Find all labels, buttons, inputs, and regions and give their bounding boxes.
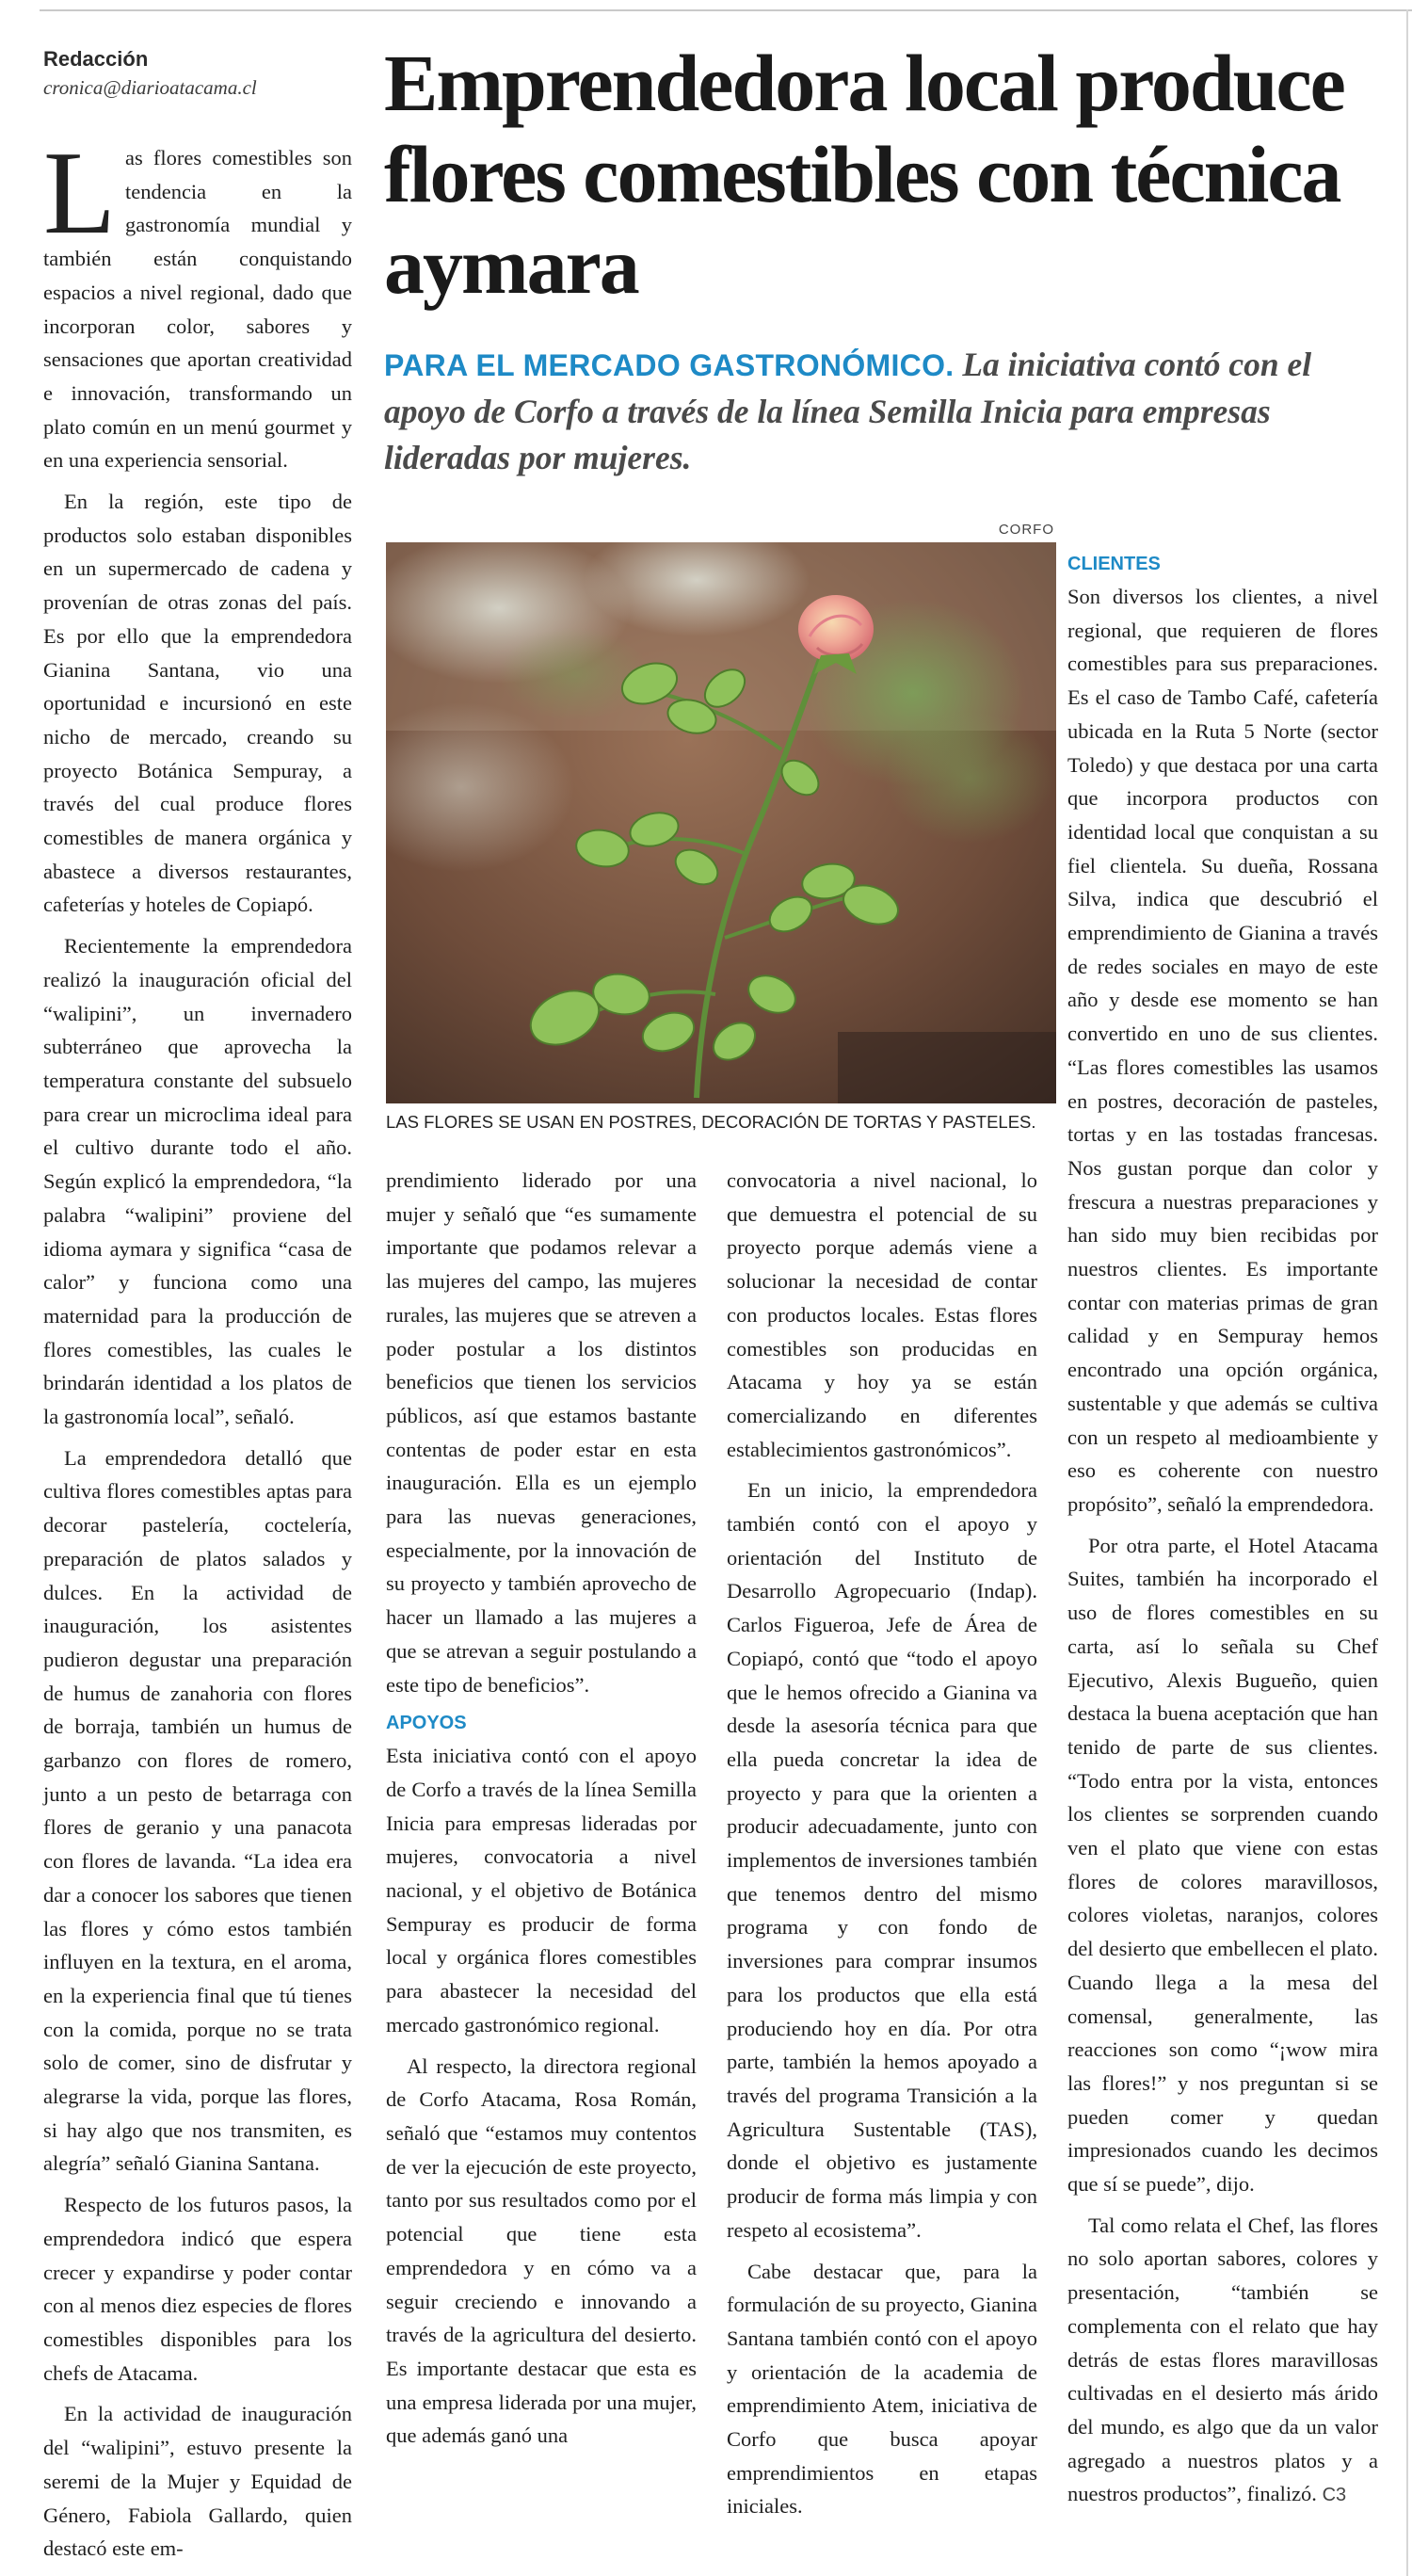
headline: Emprendedora local produce flores comestibles con técnica aymara	[384, 38, 1344, 311]
section-subhead-apoyos: APOYOS	[386, 1713, 467, 1734]
body-paragraph: Esta iniciativa contó con el apoyo de Corfo a través de la línea Semilla Inicia para empresas lideradas por mujeres, convocatoria a nivel nacional, y el objetivo de Botánica Sempuray es producir de forma local y orgánica flores comestibles para abastecer la necesidad del mercado gastronómico regional.	[386, 1744, 697, 2037]
body-paragraph: Respecto de los futuros pasos, la emprendedora indicó que espera crecer y expandirse y poder contar con al menos diez especies de flores comestibles disponibles para los chefs de Atacama.	[43, 2193, 352, 2385]
article-column-2	[386, 1164, 697, 2460]
article-photo	[386, 542, 1056, 1103]
page-edge-rule	[1406, 9, 1408, 2576]
end-mark-icon: C3	[1322, 2485, 1347, 2506]
body-paragraph: En un inicio, la emprendedora también contó con el apoyo y orientación del Instituto de Desarrollo Agropecuario (Indap). Carlos Figueroa, Jefe de Área de Copiapó, contó que “todo el apoyo que le hemos ofrecido a Gianina va desde la asesoría técnica para que ella pueda concretar la idea de proyecto y para que la orienten a producir adecuadamente, junto con implementos de inversiones también que tenemos dentro del mismo programa y con fondo de inversiones para comprar insumos para los productos que ella está produciendo hoy en día. Por otra parte, también la hemos apoyado a través del programa Transición a la Agricultura Sustentable (TAS), donde el objetivo es justamente producir de forma más limpia y con respeto al ecosistema”.	[727, 1478, 1037, 2242]
body-paragraph: Son diversos los clientes, a nivel regional, que requieren de flores comestibles para sus preparaciones. Es el caso de Tambo Café, cafetería ubicada en la Ruta 5 Norte (sector Toledo) y que destaca por una carta que incorpora productos con identidad local que conquistan a su fiel clientela. Su dueña, Rossana Silva, indica que descubrió el emprendimiento de Gianina a través de redes sociales en mayo de este año y desde ese momento se han convertido en uno de sus clientes. “Las flores comestibles las usamos en postres, decoración de pasteles, tortas y en las tostadas francesas. Nos gustan porque dan color y frescura a nuestras preparaciones y han sido muy bien recibidas por nuestros clientes. Es importante contar con materias primas de gran calidad y en Sempuray hemos encontrado una opción orgánica, sustentable y que además se cultiva con un respeto al medioambiente y eso es coherente con nuestro propósito”, señaló la emprendedora.	[1067, 585, 1378, 1516]
photo-credit: CORFO	[998, 522, 1054, 538]
section-subhead-clientes: CLIENTES	[1067, 554, 1161, 574]
body-paragraph: Recientemente la emprendedora realizó la inauguración oficial del “walipini”, un invernadero subterráneo que aprovecha la temperatura constante del subsuelo para crear un microclima ideal para el cultivo durante todo el año. Según explicó la emprendedora, “la palabra “walipini” proviene del idioma aymara y significa “casa de calor” y funciona como una maternidad para la producción de flores comestibles, las cuales le brindarán identidad a los platos de la gastronomía local”, señaló.	[43, 934, 352, 1429]
body-paragraph: Tal como relata el Chef, las flores no solo aportan sabores, colores y presentación, “también se complementa con el relato que hay detrás de estas flores maravillosas cultivadas en el desierto más árido del mundo, es algo que da un valor agregado a nuestros platos y a nuestros productos”, finalizó. C3	[1067, 2213, 1378, 2506]
photo-caption: LAS FLORES SE USAN EN POSTRES, DECORACIÓN DE TORTAS Y PASTELES.	[386, 1112, 1036, 1132]
edible-rose-plant-image	[386, 542, 1056, 1103]
body-paragraph: En la actividad de inauguración del “walipini”, estuvo presente la seremi de la Mujer y Equidad de Género, Fabiola Gallardo, quien destacó este em-	[43, 2402, 352, 2561]
deck	[384, 342, 1382, 481]
byline	[43, 45, 354, 102]
article-column-4	[1067, 546, 1378, 2520]
body-paragraph: Cabe destacar que, para la formulación de su proyecto, Gianina Santana también contó con el apoyo y orientación de la academia de emprendimiento Atem, iniciativa de Corfo que busca apoyar emprendimientos en etapas iniciales.	[727, 2259, 1037, 2519]
body-paragraph: convocatoria a nivel nacional, lo que demuestra el potencial de su proyecto porque además viene a solucionar la necesidad de contar con productos locales. Estas flores comestibles son producidas en Atacama y hoy ya se están comercializando en diferentes establecimientos gastronómicos”.	[727, 1168, 1037, 1461]
byline-email: cronica@diarioatacama.cl	[43, 76, 257, 99]
article-column-3	[727, 1164, 1037, 2531]
body-paragraph: En la región, este tipo de productos solo estaban disponibles en un supermercado de cadena y provenían de otras zonas del país. Es por ello que la emprendedora Gianina Santana, vio una oportunidad e incursionó en este nicho de mercado, creando su proyecto Botánica Sempuray, a través del cual produce flores comestibles de manera orgánica y abastece a diversos restaurantes, cafeterías y hoteles de Copiapó.	[43, 490, 352, 917]
deck-kicker: PARA EL MERCADO GASTRONÓMICO.	[384, 348, 955, 382]
byline-author: Redacción	[43, 47, 149, 71]
body-paragraph: La emprendedora detalló que cultiva flores comestibles aptas para decorar pastelería, coctelería, preparación de platos salados y dulces. En la actividad de inauguración, los asistentes pudieron degustar una preparación de humus de zanahoria con flores de borraja, también un humus de garbanzo con flores de romero, junto a un pesto de betarraga con flores de geranio y una panacota con flores de lavanda. “La idea era dar a conocer los sabores que tienen las flores y cómo estos también influyen en la textura, en el aroma, en la experiencia final que tú tienes con la comida, porque no se trata solo de comer, sino de disfrutar y alegrarse la vida, porque las flores, si hay algo que nos transmiten, es alegría” señaló Gianina Santana.	[43, 1445, 352, 2176]
deck-text: La iniciativa contó con el apoyo de Corfo a través de la línea Semilla Inicia para empresas lideradas por mujeres.	[384, 346, 1312, 476]
body-paragraph: prendimiento liderado por una mujer y señaló que “es sumamente importante que podamos relevar a las mujeres del campo, las mujeres rurales, las mujeres que se atreven a poder postular a los distintos beneficios que tienen los servicios públicos, así que estamos bastante contentas de poder estar en esta inauguración. Ella es un ejemplo para las nuevas generaciones, especialmente, por la innovación de su proyecto y también aprovecho de hacer un llamado a las mujeres a que se atrevan a seguir postulando a este tipo de beneficios”.	[386, 1168, 697, 1697]
body-paragraph: Por otra parte, el Hotel Atacama Suites, también ha incorporado el uso de flores comestibles en su carta, así lo señala su Chef Ejecutivo, Alexis Bugueño, quien destaca la buena aceptación que han tenido de parte de sus clientes. “Todo entra por la vista, entonces los clientes se sorprenden cuando ven el plato que viene con estas flores de colores maravillosos, colores violetas, naranjos, colores del desierto que embellecen el plato. Cuando llega a la mesa del comensal, generalmente, las reacciones son como “¡wow mira las flores!” y nos preguntan si se pueden comer y quedan impresionados cuando les decimos que sí se puede”, dijo.	[1067, 1533, 1378, 2197]
top-rule	[40, 9, 1412, 11]
article-column-1	[43, 128, 352, 2573]
drop-cap: L	[43, 128, 116, 259]
body-paragraph: Al respecto, la directora regional de Corfo Atacama, Rosa Román, señaló que “estamos muy contentos de ver la ejecución de este proyecto, tanto por sus resultados como por el potencial que tiene esta emprendedora y en cómo va a seguir creciendo e innovando a través de la agricultura del desierto. Es importante destacar que esta es una empresa liderada por una mujer, que además ganó una	[386, 2053, 697, 2448]
lead-paragraph: Las flores comestibles son tendencia en la gastronomía mundial y también están conquistando espacios a nivel regional, dado que incorporan color, sabores y sensaciones que aportan creatividad e innovación, transformando un plato común en un menú gourmet y en una experiencia sensorial.	[43, 128, 352, 473]
